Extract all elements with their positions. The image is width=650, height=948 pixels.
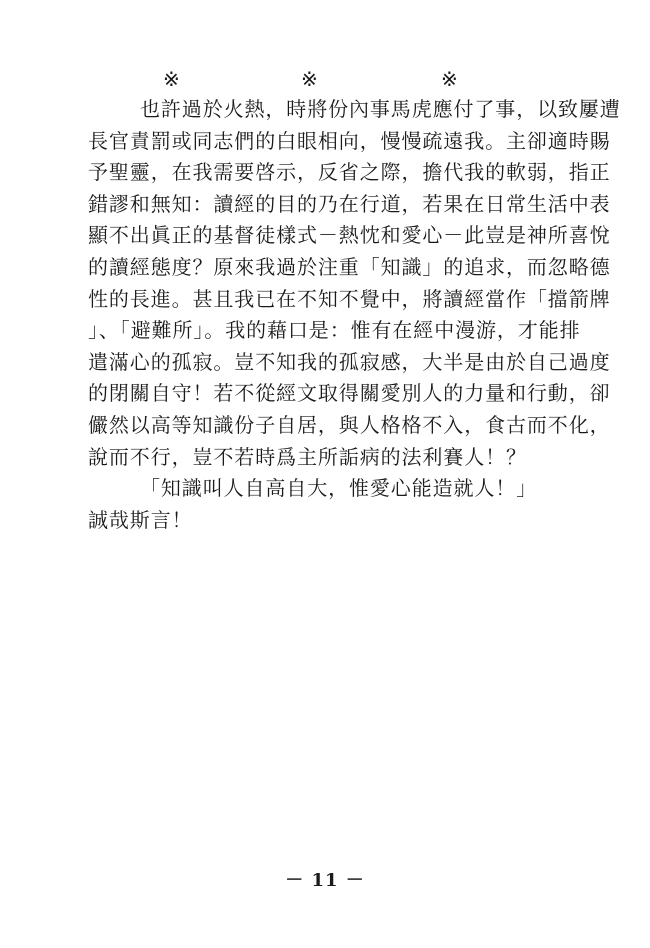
page-number: － 11 － bbox=[285, 870, 365, 891]
paragraph-reflection bbox=[88, 94, 620, 473]
text-line: 遣滿心的孤寂。豈不知我的孤寂感，大半是由於自己過度 bbox=[88, 349, 611, 374]
quote-line: 「知識叫人自高自大，惟愛心能造就人！」 bbox=[140, 476, 538, 501]
text-line: 的讀經態度？原來我過於注重「知識」的追求，而忽略德 bbox=[88, 254, 611, 279]
text-line: 的閉關自守！若不從經文取得關愛別人的力量和行動，卻 bbox=[88, 381, 611, 406]
text-line: 顯不出眞正的基督徒樣式－熱忱和愛心－此豈是神所喜悅 bbox=[88, 223, 611, 248]
text-line: 說而不行，豈不若時爲主所詬病的法利賽人！？ bbox=[88, 444, 527, 469]
reference-mark-icon: ※ bbox=[163, 67, 180, 91]
section-separator bbox=[0, 64, 650, 94]
text-line: 儼然以高等知識份子自居，與人格格不入，食古而不化， bbox=[88, 412, 611, 437]
paragraph-quote bbox=[88, 473, 620, 505]
body-text bbox=[88, 94, 620, 536]
closing-line: 誠哉斯言！ bbox=[88, 507, 193, 532]
text-line: 錯謬和無知：讀經的目的乃在行道，若果在日常生活中表 bbox=[88, 191, 611, 216]
text-line: 予聖靈，在我需要啓示，反省之際，擔代我的軟弱，指正 bbox=[88, 160, 611, 185]
paragraph-closing bbox=[88, 505, 620, 537]
reference-mark-icon: ※ bbox=[441, 67, 458, 91]
text-line: 性的長進。甚且我已在不知不覺中，將讀經當作「擋箭牌 bbox=[88, 286, 611, 311]
text-line: 也許過於火熱，時將份內事馬虎應付了事，以致屢遭 bbox=[140, 97, 621, 121]
text-line: 長官責罰或同志們的白眼相向，慢慢疏遠我。主卻適時賜 bbox=[88, 128, 611, 153]
reference-mark-icon: ※ bbox=[301, 67, 318, 91]
text-line: 」、「避難所」。我的藉口是：惟有在經中漫游，才能排 bbox=[88, 318, 581, 343]
